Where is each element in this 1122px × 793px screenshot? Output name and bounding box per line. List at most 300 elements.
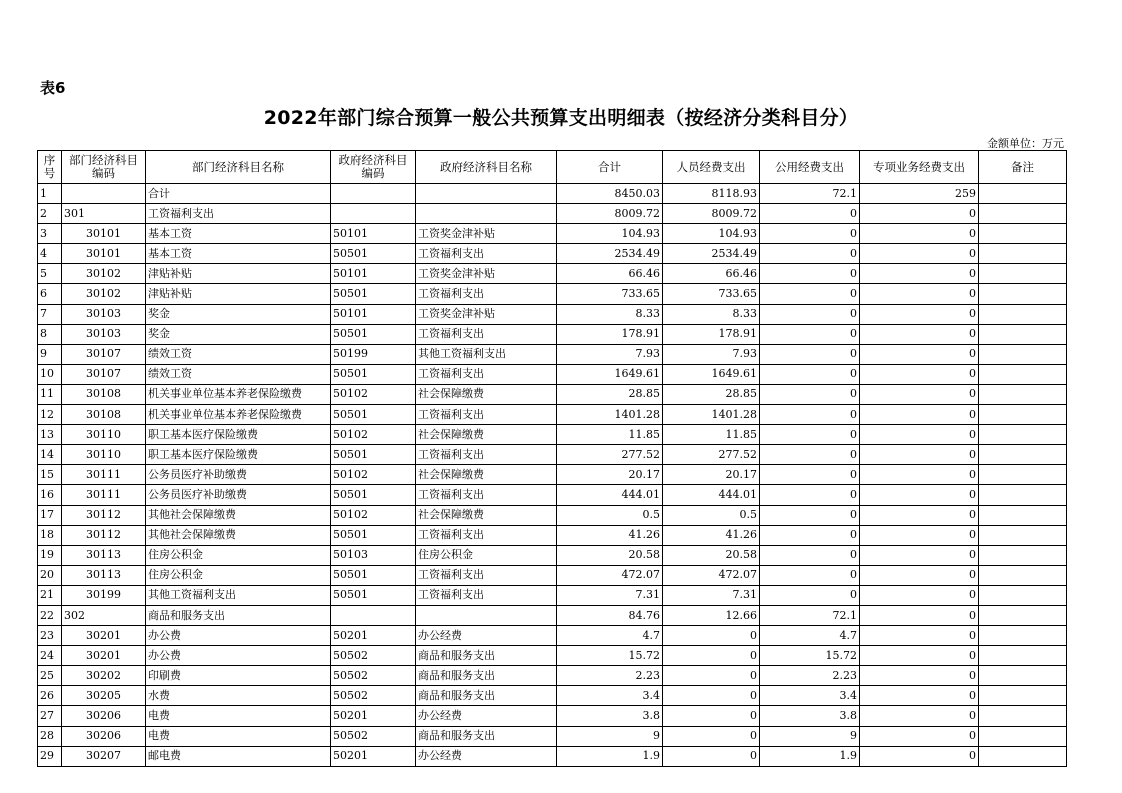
cell-special: 0 [860, 686, 979, 706]
cell-gov-code: 50501 [331, 565, 416, 585]
cell-special: 0 [860, 425, 979, 445]
cell-special: 0 [860, 384, 979, 404]
cell-seq: 17 [38, 505, 62, 525]
cell-dept-code: 301 [62, 204, 146, 224]
cell-gov-code: 50101 [331, 264, 416, 284]
cell-gov-name: 社会保障缴费 [416, 425, 557, 445]
header-note: 备注 [979, 151, 1067, 184]
cell-gov-code [331, 204, 416, 224]
cell-personnel: 7.93 [663, 344, 760, 364]
cell-dept-code: 30108 [62, 384, 146, 404]
cell-gov-name: 工资福利支出 [416, 324, 557, 344]
cell-note [979, 405, 1067, 425]
table-row [38, 405, 1067, 425]
cell-special: 0 [860, 605, 979, 625]
cell-special: 0 [860, 224, 979, 244]
cell-total: 28.85 [557, 384, 663, 404]
cell-note [979, 284, 1067, 304]
cell-gov-code: 50501 [331, 585, 416, 605]
header-public: 公用经费支出 [760, 151, 860, 184]
cell-special: 0 [860, 726, 979, 746]
cell-note [979, 465, 1067, 485]
cell-gov-code: 50501 [331, 525, 416, 545]
cell-dept-code: 30201 [62, 626, 146, 646]
cell-seq: 29 [38, 746, 62, 766]
cell-public: 0 [760, 324, 860, 344]
cell-public: 0 [760, 445, 860, 465]
cell-note [979, 585, 1067, 605]
cell-note [979, 304, 1067, 324]
cell-gov-name: 住房公积金 [416, 545, 557, 565]
header-gov-code: 政府经济科目编码 [331, 151, 416, 184]
table-row [38, 726, 1067, 746]
cell-dept-name: 住房公积金 [146, 565, 331, 585]
header-dept-code: 部门经济科目编码 [62, 151, 146, 184]
cell-dept-name: 公务员医疗补助缴费 [146, 465, 331, 485]
cell-public: 3.8 [760, 706, 860, 726]
cell-gov-name: 工资福利支出 [416, 525, 557, 545]
cell-total: 20.17 [557, 465, 663, 485]
cell-total: 444.01 [557, 485, 663, 505]
cell-dept-code: 30207 [62, 746, 146, 766]
cell-seq: 4 [38, 244, 62, 264]
cell-special: 0 [860, 525, 979, 545]
cell-public: 0 [760, 384, 860, 404]
cell-seq: 24 [38, 646, 62, 666]
cell-gov-code: 50201 [331, 706, 416, 726]
table-row [38, 384, 1067, 404]
cell-dept-name: 津贴补贴 [146, 264, 331, 284]
cell-dept-code: 30111 [62, 485, 146, 505]
cell-gov-name: 社会保障缴费 [416, 505, 557, 525]
cell-dept-code: 30107 [62, 364, 146, 384]
cell-note [979, 244, 1067, 264]
cell-personnel: 444.01 [663, 485, 760, 505]
table-row [38, 465, 1067, 485]
cell-note [979, 545, 1067, 565]
table-row [38, 706, 1067, 726]
cell-dept-name: 其他社会保障缴费 [146, 505, 331, 525]
cell-seq: 12 [38, 405, 62, 425]
cell-dept-name: 邮电费 [146, 746, 331, 766]
cell-dept-name: 奖金 [146, 324, 331, 344]
cell-note [979, 364, 1067, 384]
cell-public: 72.1 [760, 184, 860, 204]
cell-personnel: 104.93 [663, 224, 760, 244]
table-row [38, 445, 1067, 465]
cell-dept-code: 30201 [62, 646, 146, 666]
cell-dept-name: 印刷费 [146, 666, 331, 686]
cell-public: 0 [760, 364, 860, 384]
cell-gov-name: 工资福利支出 [416, 364, 557, 384]
cell-dept-name: 绩效工资 [146, 344, 331, 364]
cell-total: 8.33 [557, 304, 663, 324]
cell-total: 41.26 [557, 525, 663, 545]
cell-special: 0 [860, 706, 979, 726]
cell-dept-code: 30101 [62, 244, 146, 264]
cell-note [979, 204, 1067, 224]
header-personnel: 人员经费支出 [663, 151, 760, 184]
cell-gov-name: 工资福利支出 [416, 585, 557, 605]
cell-special: 0 [860, 646, 979, 666]
cell-public: 0 [760, 485, 860, 505]
cell-public: 0 [760, 545, 860, 565]
table-row [38, 344, 1067, 364]
cell-total: 178.91 [557, 324, 663, 344]
cell-gov-code: 50501 [331, 284, 416, 304]
cell-special: 0 [860, 244, 979, 264]
cell-dept-code: 30101 [62, 224, 146, 244]
cell-gov-name: 工资奖金津补贴 [416, 264, 557, 284]
table-header-row [38, 151, 1067, 184]
table-row [38, 324, 1067, 344]
cell-total: 2.23 [557, 666, 663, 686]
cell-dept-name: 工资福利支出 [146, 204, 331, 224]
cell-note [979, 726, 1067, 746]
cell-seq: 7 [38, 304, 62, 324]
cell-seq: 28 [38, 726, 62, 746]
cell-gov-code: 50201 [331, 626, 416, 646]
cell-note [979, 746, 1067, 766]
cell-total: 11.85 [557, 425, 663, 445]
cell-seq: 13 [38, 425, 62, 445]
cell-gov-code: 50101 [331, 304, 416, 324]
cell-personnel: 0 [663, 626, 760, 646]
cell-gov-code [331, 605, 416, 625]
cell-seq: 25 [38, 666, 62, 686]
cell-personnel: 8118.93 [663, 184, 760, 204]
cell-gov-code [331, 184, 416, 204]
cell-total: 8450.03 [557, 184, 663, 204]
table-row [38, 545, 1067, 565]
page-title: 2022年部门综合预算一般公共预算支出明细表（按经济分类科目分） [263, 107, 859, 129]
cell-dept-name: 办公费 [146, 626, 331, 646]
table-row [38, 525, 1067, 545]
cell-dept-name: 职工基本医疗保险缴费 [146, 425, 331, 445]
cell-gov-name: 商品和服务支出 [416, 646, 557, 666]
header-special: 专项业务经费支出 [860, 151, 979, 184]
cell-special: 0 [860, 304, 979, 324]
cell-special: 0 [860, 204, 979, 224]
cell-total: 472.07 [557, 565, 663, 585]
cell-personnel: 8.33 [663, 304, 760, 324]
cell-personnel: 66.46 [663, 264, 760, 284]
cell-public: 15.72 [760, 646, 860, 666]
cell-dept-name: 水费 [146, 686, 331, 706]
cell-dept-code: 30110 [62, 445, 146, 465]
cell-note [979, 344, 1067, 364]
cell-seq: 8 [38, 324, 62, 344]
cell-personnel: 11.85 [663, 425, 760, 445]
cell-seq: 3 [38, 224, 62, 244]
cell-total: 3.4 [557, 686, 663, 706]
cell-seq: 5 [38, 264, 62, 284]
cell-note [979, 686, 1067, 706]
cell-dept-code: 30107 [62, 344, 146, 364]
table-row [38, 244, 1067, 264]
cell-note [979, 565, 1067, 585]
cell-dept-code: 30103 [62, 304, 146, 324]
cell-total: 277.52 [557, 445, 663, 465]
cell-special: 0 [860, 284, 979, 304]
budget-detail-table [37, 150, 1067, 767]
cell-dept-code: 30103 [62, 324, 146, 344]
cell-special: 0 [860, 485, 979, 505]
cell-total: 66.46 [557, 264, 663, 284]
table-row [38, 605, 1067, 625]
header-total: 合计 [557, 151, 663, 184]
cell-seq: 21 [38, 585, 62, 605]
cell-dept-code: 30110 [62, 425, 146, 445]
cell-gov-name: 工资福利支出 [416, 405, 557, 425]
cell-gov-name: 办公经费 [416, 706, 557, 726]
cell-seq: 1 [38, 184, 62, 204]
table-row [38, 646, 1067, 666]
cell-total: 84.76 [557, 605, 663, 625]
cell-personnel: 0 [663, 686, 760, 706]
cell-gov-name: 工资福利支出 [416, 284, 557, 304]
cell-note [979, 384, 1067, 404]
cell-note [979, 505, 1067, 525]
cell-personnel: 0.5 [663, 505, 760, 525]
cell-personnel: 7.31 [663, 585, 760, 605]
cell-gov-code: 50501 [331, 244, 416, 264]
cell-gov-name: 社会保障缴费 [416, 465, 557, 485]
cell-gov-code: 50102 [331, 384, 416, 404]
cell-dept-name: 商品和服务支出 [146, 605, 331, 625]
cell-gov-name: 商品和服务支出 [416, 666, 557, 686]
cell-public: 0 [760, 525, 860, 545]
cell-gov-name: 工资福利支出 [416, 485, 557, 505]
header-seq: 序号 [38, 151, 62, 184]
cell-gov-name: 办公经费 [416, 626, 557, 646]
cell-gov-name [416, 204, 557, 224]
table-body [38, 184, 1067, 767]
cell-special: 0 [860, 344, 979, 364]
cell-gov-name: 社会保障缴费 [416, 384, 557, 404]
cell-seq: 27 [38, 706, 62, 726]
cell-gov-code: 50201 [331, 746, 416, 766]
cell-public: 72.1 [760, 605, 860, 625]
cell-personnel: 0 [663, 666, 760, 686]
cell-special: 0 [860, 585, 979, 605]
cell-personnel: 472.07 [663, 565, 760, 585]
cell-public: 2.23 [760, 666, 860, 686]
cell-seq: 15 [38, 465, 62, 485]
cell-total: 8009.72 [557, 204, 663, 224]
cell-special: 0 [860, 746, 979, 766]
cell-note [979, 425, 1067, 445]
table-row [38, 304, 1067, 324]
cell-dept-code: 30202 [62, 666, 146, 686]
cell-seq: 26 [38, 686, 62, 706]
cell-personnel: 733.65 [663, 284, 760, 304]
cell-total: 1401.28 [557, 405, 663, 425]
cell-dept-code: 30199 [62, 585, 146, 605]
cell-gov-name: 工资福利支出 [416, 565, 557, 585]
cell-gov-name: 商品和服务支出 [416, 726, 557, 746]
cell-personnel: 2534.49 [663, 244, 760, 264]
cell-special: 0 [860, 445, 979, 465]
cell-note [979, 706, 1067, 726]
cell-gov-name [416, 184, 557, 204]
cell-note [979, 626, 1067, 646]
cell-gov-code: 50501 [331, 405, 416, 425]
cell-gov-name: 工资福利支出 [416, 244, 557, 264]
cell-public: 0 [760, 204, 860, 224]
cell-total: 104.93 [557, 224, 663, 244]
cell-dept-name: 其他工资福利支出 [146, 585, 331, 605]
cell-seq: 16 [38, 485, 62, 505]
cell-public: 0 [760, 344, 860, 364]
table-row [38, 364, 1067, 384]
cell-public: 0 [760, 585, 860, 605]
cell-dept-name: 职工基本医疗保险缴费 [146, 445, 331, 465]
cell-seq: 23 [38, 626, 62, 646]
cell-public: 0 [760, 565, 860, 585]
cell-personnel: 0 [663, 706, 760, 726]
cell-special: 0 [860, 264, 979, 284]
cell-special: 0 [860, 505, 979, 525]
cell-dept-name: 津贴补贴 [146, 284, 331, 304]
cell-note [979, 184, 1067, 204]
cell-gov-name: 工资奖金津补贴 [416, 304, 557, 324]
cell-seq: 2 [38, 204, 62, 224]
cell-special: 0 [860, 324, 979, 344]
cell-total: 3.8 [557, 706, 663, 726]
cell-gov-code: 50103 [331, 545, 416, 565]
cell-special: 0 [860, 666, 979, 686]
cell-personnel: 28.85 [663, 384, 760, 404]
cell-dept-name: 其他社会保障缴费 [146, 525, 331, 545]
cell-gov-name: 办公经费 [416, 746, 557, 766]
cell-gov-code: 50502 [331, 686, 416, 706]
cell-dept-name: 公务员医疗补助缴费 [146, 485, 331, 505]
cell-gov-name: 商品和服务支出 [416, 686, 557, 706]
cell-note [979, 485, 1067, 505]
table-row [38, 184, 1067, 204]
table-row [38, 284, 1067, 304]
table-row [38, 204, 1067, 224]
cell-dept-code: 30102 [62, 264, 146, 284]
cell-dept-name: 电费 [146, 706, 331, 726]
cell-total: 0.5 [557, 505, 663, 525]
cell-gov-name: 工资福利支出 [416, 445, 557, 465]
cell-gov-code: 50501 [331, 485, 416, 505]
cell-personnel: 178.91 [663, 324, 760, 344]
table-row [38, 224, 1067, 244]
cell-total: 15.72 [557, 646, 663, 666]
table-row [38, 666, 1067, 686]
cell-public: 0 [760, 304, 860, 324]
header-gov-name: 政府经济科目名称 [416, 151, 557, 184]
cell-seq: 14 [38, 445, 62, 465]
cell-note [979, 224, 1067, 244]
cell-total: 4.7 [557, 626, 663, 646]
unit-label: 金额单位：万元 [987, 137, 1064, 150]
cell-dept-name: 机关事业单位基本养老保险缴费 [146, 384, 331, 404]
cell-public: 0 [760, 425, 860, 445]
cell-note [979, 324, 1067, 344]
table-row [38, 485, 1067, 505]
cell-gov-code: 50102 [331, 505, 416, 525]
cell-dept-name: 奖金 [146, 304, 331, 324]
cell-seq: 6 [38, 284, 62, 304]
cell-special: 0 [860, 364, 979, 384]
cell-dept-code: 30205 [62, 686, 146, 706]
table-row [38, 686, 1067, 706]
cell-dept-code: 30113 [62, 545, 146, 565]
cell-dept-name: 电费 [146, 726, 331, 746]
table-row [38, 565, 1067, 585]
cell-dept-name: 基本工资 [146, 224, 331, 244]
cell-note [979, 646, 1067, 666]
cell-special: 259 [860, 184, 979, 204]
cell-seq: 9 [38, 344, 62, 364]
cell-public: 0 [760, 264, 860, 284]
cell-dept-name: 合计 [146, 184, 331, 204]
cell-personnel: 20.17 [663, 465, 760, 485]
cell-public: 0 [760, 405, 860, 425]
cell-gov-code: 50199 [331, 344, 416, 364]
cell-personnel: 41.26 [663, 525, 760, 545]
cell-public: 4.7 [760, 626, 860, 646]
cell-total: 733.65 [557, 284, 663, 304]
cell-dept-code: 30111 [62, 465, 146, 485]
cell-personnel: 0 [663, 746, 760, 766]
cell-public: 0 [760, 224, 860, 244]
cell-total: 7.31 [557, 585, 663, 605]
cell-gov-code: 50101 [331, 224, 416, 244]
cell-dept-name: 基本工资 [146, 244, 331, 264]
cell-note [979, 525, 1067, 545]
cell-gov-code: 50501 [331, 445, 416, 465]
cell-public: 0 [760, 244, 860, 264]
cell-gov-code: 50502 [331, 666, 416, 686]
table-row [38, 505, 1067, 525]
table-number-label: 表6 [40, 79, 66, 97]
cell-note [979, 264, 1067, 284]
cell-note [979, 445, 1067, 465]
cell-seq: 20 [38, 565, 62, 585]
cell-note [979, 666, 1067, 686]
cell-total: 20.58 [557, 545, 663, 565]
cell-gov-code: 50102 [331, 465, 416, 485]
table-row [38, 264, 1067, 284]
cell-dept-code: 302 [62, 605, 146, 625]
cell-personnel: 277.52 [663, 445, 760, 465]
cell-gov-name: 工资奖金津补贴 [416, 224, 557, 244]
cell-dept-code: 30206 [62, 726, 146, 746]
cell-seq: 22 [38, 605, 62, 625]
cell-dept-code: 30112 [62, 505, 146, 525]
cell-dept-name: 绩效工资 [146, 364, 331, 384]
cell-seq: 18 [38, 525, 62, 545]
cell-personnel: 0 [663, 726, 760, 746]
cell-dept-code: 30206 [62, 706, 146, 726]
header-dept-name: 部门经济科目名称 [146, 151, 331, 184]
cell-dept-name: 办公费 [146, 646, 331, 666]
cell-gov-code: 50502 [331, 726, 416, 746]
cell-public: 0 [760, 505, 860, 525]
cell-total: 1649.61 [557, 364, 663, 384]
table-row [38, 746, 1067, 766]
cell-personnel: 1401.28 [663, 405, 760, 425]
cell-gov-code: 50501 [331, 324, 416, 344]
table-row [38, 626, 1067, 646]
cell-total: 9 [557, 726, 663, 746]
cell-seq: 10 [38, 364, 62, 384]
